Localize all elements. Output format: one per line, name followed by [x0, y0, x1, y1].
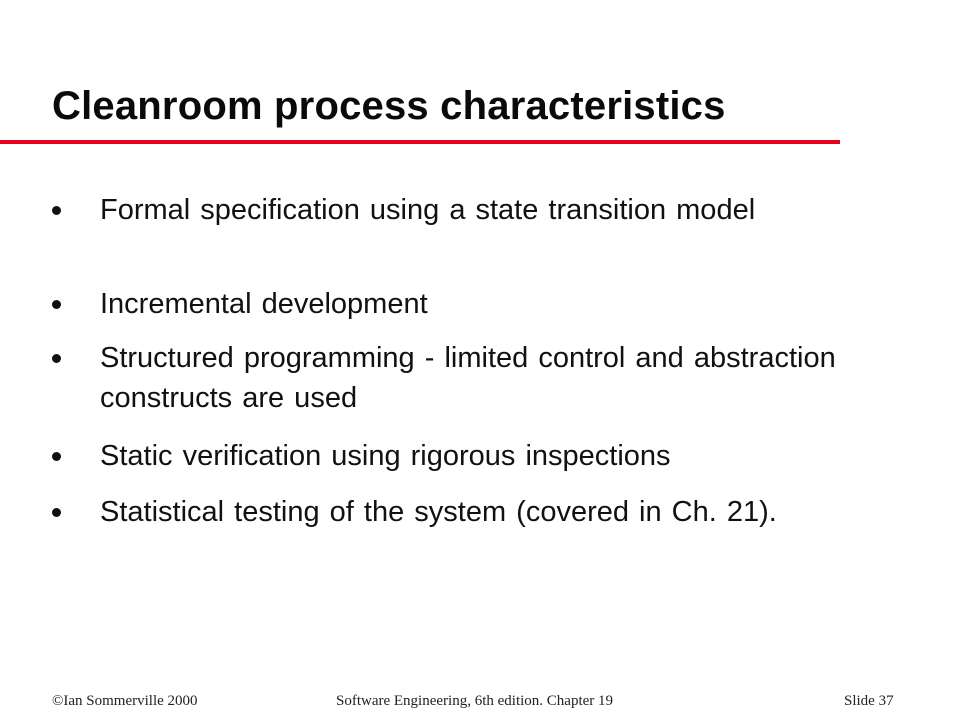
title-underline — [0, 140, 840, 144]
bullet-dot-icon — [52, 452, 61, 461]
bullet-dot-icon — [52, 508, 61, 517]
bullet-text: Incremental development — [100, 288, 428, 320]
bullet-text: Formal specification using a state transition model — [100, 194, 756, 226]
footer-slide-number: Slide 37 — [844, 693, 894, 709]
bullet-text: Statistical testing of the system (covered in Ch. 21). — [100, 496, 777, 528]
footer-copyright: ©Ian Sommerville 2000 — [52, 693, 198, 709]
slide-title: Cleanroom process characteristics — [52, 84, 726, 128]
footer-book: Software Engineering, 6th edition. Chapter 19 — [336, 693, 614, 709]
bullet-dot-icon — [52, 206, 61, 215]
bullet-dot-icon — [52, 300, 61, 309]
bullet-text: Structured programming - limited control and abstraction constructs are used — [100, 342, 836, 414]
bullet-dot-icon — [52, 354, 61, 363]
bullet-text: Static verification using rigorous inspections — [100, 440, 671, 472]
